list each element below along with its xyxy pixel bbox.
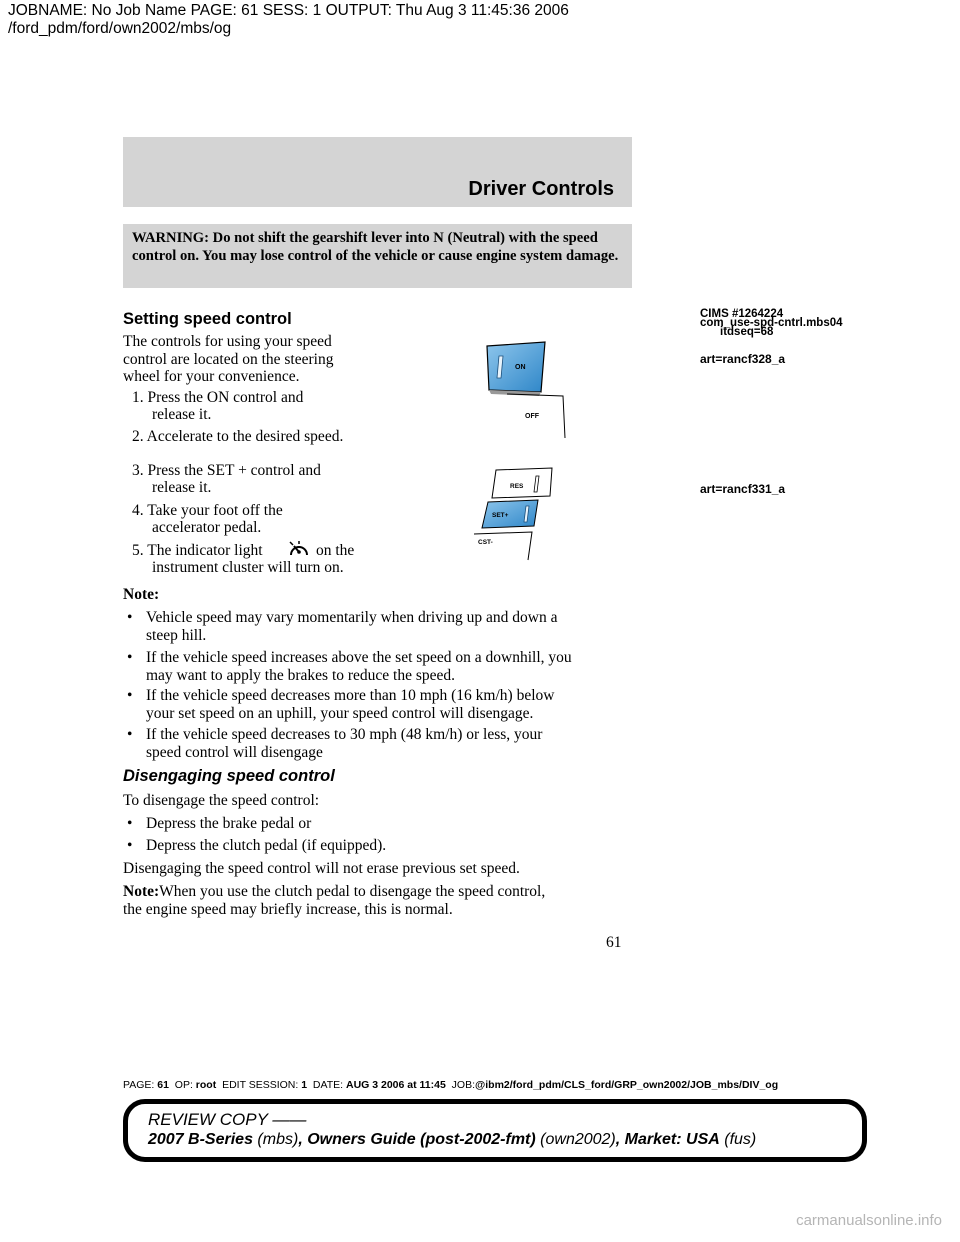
setting-intro — [123, 333, 333, 386]
step-number: 2. — [132, 428, 144, 445]
bullet-icon: • — [127, 837, 133, 854]
footer-value: 61 — [157, 1079, 169, 1091]
step-text: The indicator light — [147, 542, 263, 559]
note-label: Note: — [123, 586, 160, 603]
bullet-icon: • — [127, 609, 133, 626]
svg-text:OFF: OFF — [525, 413, 539, 420]
review-copy-label: REVIEW COPY —— — [148, 1110, 307, 1129]
step-number: 1. — [132, 389, 144, 406]
step-1-cont: release it. — [152, 406, 212, 423]
review-market-label: , Market: — [615, 1131, 682, 1148]
footer-label: JOB: — [451, 1079, 475, 1091]
footer-value: AUG 3 2006 at 11:45 — [346, 1079, 446, 1091]
cims-note: CIMS #1264224 — [700, 308, 784, 320]
step-4 — [132, 502, 283, 520]
itdseq-note: itdseq=68 — [720, 326, 774, 338]
review-copy-details — [148, 1131, 756, 1149]
step-text: Press the SET + control and — [147, 462, 321, 479]
art-note-2: art=rancf331_a — [700, 482, 786, 496]
art-note-1: art=rancf328_a — [700, 352, 786, 366]
svg-text:ON: ON — [515, 364, 526, 371]
review-model: 2007 B-Series — [148, 1131, 253, 1148]
footer-label: OP: — [174, 1079, 193, 1091]
disengaging-intro: To disengage the speed control: — [123, 792, 320, 809]
com-note: com_use-spd-cntrl.mbs04 — [700, 317, 843, 329]
review-guide-code: (own2002) — [540, 1131, 616, 1148]
svg-text:SET+: SET+ — [492, 512, 509, 519]
disengaging-note — [123, 883, 545, 918]
note-line: If the vehicle speed decreases more than 10 mph (16 km/h) below — [146, 687, 555, 704]
svg-text:RES: RES — [510, 483, 524, 490]
review-guide: Owners Guide (post-2002-fmt) — [307, 1131, 536, 1148]
note-line: may want to apply the brakes to reduce the speed. — [146, 666, 456, 684]
step-5-suffix: on the — [316, 542, 355, 559]
review-market: USA — [686, 1131, 720, 1148]
review-copy-box — [123, 1099, 867, 1162]
warning-text: WARNING: Do not shift the gearshift lever into N (Neutral) with the speed control on. You may lose control of the vehicle or cause engine system damage. — [132, 230, 619, 264]
section-header-band — [123, 137, 632, 207]
footer-job-info — [123, 1079, 778, 1091]
review-market-code: (fus) — [724, 1131, 757, 1148]
disengage-text: Depress the clutch pedal (if equipped). — [146, 837, 387, 854]
step-3 — [132, 462, 321, 480]
job-header — [8, 2, 569, 38]
step-text: Take your foot off the — [147, 502, 283, 519]
note-line: Vehicle speed may vary momentarily when driving up and down a — [146, 609, 558, 626]
note-line: speed control will disengage — [146, 743, 323, 761]
job-header-line2: /ford_pdm/ford/own2002/mbs/og — [8, 20, 232, 37]
job-header-line1: JOBNAME: No Job Name PAGE: 61 SESS: 1 OUTPUT: Thu Aug 3 11:45:36 2006 — [8, 2, 569, 19]
on-off-control-illustration — [475, 338, 580, 444]
footer-label: PAGE: — [123, 1079, 155, 1091]
disengage-text: Depress the brake pedal or — [146, 815, 312, 832]
step-number: 5. — [132, 542, 144, 559]
step-2 — [132, 428, 343, 446]
footer-value: @ibm2/ford_pdm/CLS_ford/GRP_own2002/JOB_mbs/DIV_og — [475, 1079, 779, 1091]
step-5 — [132, 542, 263, 560]
disengaging-note-label: Note: — [123, 883, 160, 900]
step-text: Accelerate to the desired speed. — [146, 428, 344, 445]
review-separator: , — [298, 1131, 303, 1148]
note-line: If the vehicle speed decreases to 30 mph (48 km/h) or less, your — [146, 726, 543, 743]
step-number: 4. — [132, 502, 144, 519]
svg-text:CST-: CST- — [478, 539, 493, 546]
step-number: 3. — [132, 462, 144, 479]
step-4-cont: accelerator pedal. — [152, 519, 262, 536]
step-5-cont: instrument cluster will turn on. — [152, 559, 344, 576]
intro-line: control are located on the steering — [123, 350, 334, 368]
watermark: carmanualsonline.info — [796, 1212, 942, 1229]
speed-control-indicator-icon — [287, 540, 311, 560]
step-text: Press the ON control and — [147, 389, 304, 406]
setting-heading: Setting speed control — [123, 310, 292, 328]
note-line: your set speed on an uphill, your speed control will disengage. — [146, 704, 534, 722]
note-line: If the vehicle speed increases above the set speed on a downhill, you — [146, 649, 572, 666]
disengaging-note-line: the engine speed may briefly increase, this is normal. — [123, 900, 453, 918]
intro-line: The controls for using your speed — [123, 333, 332, 350]
step-1 — [132, 389, 303, 407]
section-title: Driver Controls — [468, 178, 614, 200]
step-3-cont: release it. — [152, 479, 212, 496]
bullet-icon: • — [127, 815, 133, 832]
res-set-cst-control-illustration — [470, 466, 580, 566]
footer-value: 1 — [301, 1079, 308, 1091]
bullet-icon: • — [127, 649, 133, 666]
bullet-icon: • — [127, 726, 133, 743]
warning-box — [123, 224, 632, 288]
bullet-icon: • — [127, 687, 133, 704]
footer-label: EDIT SESSION: — [222, 1079, 299, 1091]
intro-line: wheel for your convenience. — [123, 368, 300, 385]
disengaging-statement: Disengaging the speed control will not erase previous set speed. — [123, 860, 520, 877]
note-line: steep hill. — [146, 626, 207, 644]
review-model-code: (mbs) — [257, 1131, 299, 1148]
footer-label: DATE: — [312, 1079, 344, 1091]
disengaging-note-line: When you use the clutch pedal to disengage the speed control, — [159, 883, 546, 900]
footer-value: root — [195, 1079, 217, 1091]
page-number: 61 — [606, 934, 622, 951]
disengaging-heading: Disengaging speed control — [123, 767, 335, 785]
